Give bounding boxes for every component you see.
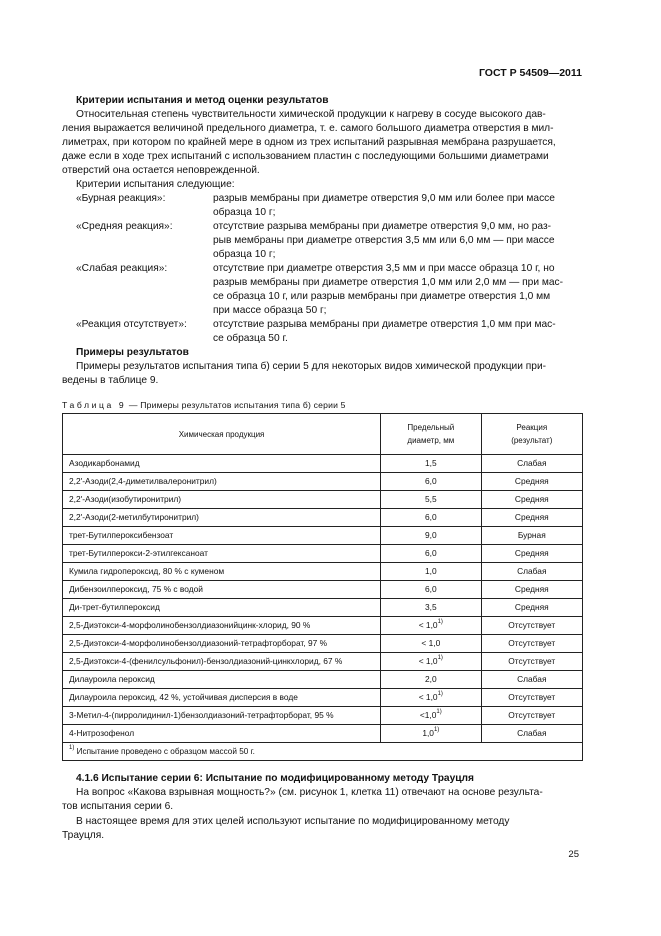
- paragraph-line: тов испытания серии 6.: [62, 801, 174, 812]
- document-standard-header: ГОСТ Р 54509—2011: [478, 67, 582, 79]
- paragraph-line: ведены в таблице 9.: [62, 375, 159, 386]
- cell-product: Азодикарбонамид: [63, 455, 381, 473]
- criterion-line: се образца 10 г, или разрыв мембраны при диаметре отверстия 1,0 мм: [213, 291, 551, 302]
- cell-diameter: [381, 509, 482, 527]
- cell-product: Дилауроила пероксид: [63, 671, 381, 689]
- paragraph-line: отверстий она остается неповрежденной.: [62, 165, 260, 176]
- criteria-section-title: Критерии испытания и метод оценки результатов: [76, 95, 329, 106]
- cell-diameter: [381, 725, 482, 743]
- cell-diameter: [381, 689, 482, 707]
- paragraph-line: Относительная степень чувствительности химической продукции к нагреву в сосуде высокого дав-: [76, 109, 546, 120]
- criterion-line: при массе образца 50 г;: [213, 305, 327, 316]
- column-header-diameter-line1: Предельный: [407, 423, 455, 432]
- table-row: [63, 725, 583, 743]
- cell-product: 2,2'-Азоди(2-метилбутиронитрил): [63, 509, 381, 527]
- cell-diameter-value: < 1,0: [418, 620, 438, 630]
- column-header-product: Химическая продукция: [63, 414, 381, 455]
- table-row: [63, 545, 583, 563]
- cell-diameter-value: 2,0: [424, 674, 437, 684]
- results-table: [62, 413, 583, 761]
- cell-result: Слабая: [481, 455, 582, 473]
- cell-result: Средняя: [481, 599, 582, 617]
- cell-product: 2,5-Диэтокси-4-морфолинобензолдиазоний-тетрафторборат, 97 %: [63, 635, 381, 653]
- column-header-diameter-line2: диаметр, мм: [407, 436, 455, 445]
- cell-result: Средняя: [481, 491, 582, 509]
- table-row: [63, 635, 583, 653]
- cell-diameter-value: < 1,0: [418, 692, 438, 702]
- cell-result: Средняя: [481, 509, 582, 527]
- cell-diameter-value: < 1,0: [421, 638, 441, 648]
- cell-product: 2,2'-Азоди(2,4-диметилвалеронитрил): [63, 473, 381, 491]
- table-row: [63, 527, 583, 545]
- cell-result: Слабая: [481, 563, 582, 581]
- cell-diameter-value: 6,0: [424, 512, 437, 522]
- cell-diameter: [381, 617, 482, 635]
- cell-result: Средняя: [481, 473, 582, 491]
- cell-diameter: [381, 563, 482, 581]
- table-caption: [62, 398, 346, 412]
- criteria-list: [76, 178, 582, 346]
- criterion-line: отсутствие разрыва мембраны при диаметре отверстия 9,0 мм, но раз-: [213, 221, 552, 232]
- series6-paragraph-2: [62, 815, 582, 843]
- criterion-term: «Реакция отсутствует»:: [76, 319, 187, 330]
- criterion-line: образца 10 г;: [213, 249, 276, 260]
- column-header-reaction: [481, 414, 582, 455]
- table-row: [63, 455, 583, 473]
- criterion-term: «Слабая реакция»:: [76, 263, 168, 274]
- cell-diameter: [381, 653, 482, 671]
- cell-diameter-value: 6,0: [424, 476, 437, 486]
- cell-product: 3-Метил-4-(пирролидинил-1)бензолдиазоний-тетрафторборат, 95 %: [63, 707, 381, 725]
- cell-result: Отсутствует: [481, 707, 582, 725]
- footnote-text: Испытание проведено с образцом массой 50 г.: [74, 747, 255, 756]
- cell-diameter: [381, 545, 482, 563]
- criterion-term: «Средняя реакция»:: [76, 221, 173, 232]
- cell-result: Отсутствует: [481, 617, 582, 635]
- table-row: [63, 707, 583, 725]
- examples-paragraph: [62, 360, 582, 388]
- cell-footnote-mark: 1): [437, 691, 443, 698]
- cell-footnote-mark: 1): [437, 619, 443, 626]
- cell-result: Бурная: [481, 527, 582, 545]
- cell-diameter: [381, 473, 482, 491]
- cell-footnote-mark: 1): [437, 655, 443, 662]
- cell-result: Средняя: [481, 581, 582, 599]
- cell-diameter: [381, 491, 482, 509]
- examples-section-title: Примеры результатов: [76, 347, 189, 358]
- page-number: 25: [568, 849, 579, 860]
- table-row: [63, 473, 583, 491]
- table-row: [63, 653, 583, 671]
- table-row: [63, 563, 583, 581]
- criterion-line: образца 10 г;: [213, 207, 276, 218]
- table-footnote-row: [63, 743, 583, 761]
- cell-diameter-value: 6,0: [424, 584, 437, 594]
- criteria-intro: Критерии испытания следующие:: [76, 179, 235, 190]
- criterion-medium: [76, 220, 582, 262]
- cell-product: Ди-трет-бутилпероксид: [63, 599, 381, 617]
- table-caption-text: — Примеры результатов испытания типа б) серии 5: [126, 400, 346, 410]
- table-row: [63, 581, 583, 599]
- footnote-mark: 1): [69, 745, 75, 752]
- criterion-line: отсутствие при диаметре отверстия 3,5 мм и при массе образца 10 г, но: [213, 263, 555, 274]
- series6-paragraph-1: [62, 786, 582, 814]
- cell-result: Слабая: [481, 725, 582, 743]
- cell-diameter: [381, 455, 482, 473]
- cell-product: 4-Нитрозофенол: [63, 725, 381, 743]
- criterion-line: разрыв мембраны при диаметре отверстия 1,0 мм или 2,0 мм — при мас-: [213, 277, 564, 288]
- cell-diameter-value: <1,0: [419, 710, 437, 720]
- paragraph-line: Трауцля.: [62, 830, 105, 841]
- paragraph-line: даже если в ходе трех испытаний с использованием пластин с последующими большими диаметрами: [62, 151, 549, 162]
- table-body: [63, 455, 583, 743]
- table-header-row: [63, 414, 583, 455]
- criterion-none: [76, 318, 582, 346]
- cell-diameter-value: 5,5: [424, 494, 437, 504]
- criterion-line: разрыв мембраны при диаметре отверстия 9,0 мм или более при массе: [213, 193, 555, 204]
- cell-diameter: [381, 581, 482, 599]
- cell-product: трет-Бутилперокси-2-этилгексаноат: [63, 545, 381, 563]
- cell-diameter: [381, 599, 482, 617]
- table-caption-prefix: Таблица 9: [62, 400, 127, 410]
- cell-product: трет-Бутилпероксибензоат: [63, 527, 381, 545]
- cell-product: Дилауроила пероксид, 42 %, устойчивая дисперсия в воде: [63, 689, 381, 707]
- criterion-line: се образца 50 г.: [213, 333, 288, 344]
- paragraph-line: ления выражается величиной предельного диаметра, т. е. самого большого диаметра отверстия в мил-: [62, 123, 554, 134]
- table-row: [63, 491, 583, 509]
- cell-diameter-value: 3,5: [424, 602, 437, 612]
- criterion-term: «Бурная реакция»:: [76, 193, 166, 204]
- criterion-violent: [76, 192, 582, 220]
- paragraph-line: Примеры результатов испытания типа б) серии 5 для некоторых видов химической продукции при-: [76, 361, 547, 372]
- cell-footnote-mark: 1): [433, 727, 440, 734]
- cell-diameter-value: 6,0: [424, 548, 437, 558]
- paragraph-line: лиметрах, при котором по крайней мере в одном из трех испытаний разрывная мембрана разрушается,: [62, 137, 556, 148]
- cell-diameter-value: 1,0: [422, 728, 434, 738]
- cell-result: Отсутствует: [481, 689, 582, 707]
- cell-result: Слабая: [481, 671, 582, 689]
- table-row: [63, 617, 583, 635]
- series6-section-title: 4.1.6 Испытание серии 6: Испытание по модифицированному методу Трауцля: [76, 773, 474, 784]
- cell-diameter-value: 1,0: [424, 566, 437, 576]
- column-header-diameter: [381, 414, 482, 455]
- cell-diameter-value: < 1,0: [418, 656, 438, 666]
- cell-diameter: [381, 527, 482, 545]
- criteria-paragraph: [62, 108, 582, 178]
- cell-diameter: [381, 671, 482, 689]
- criterion-weak: [76, 262, 582, 318]
- table-row: [63, 671, 583, 689]
- column-header-reaction-line2: (результат): [511, 436, 553, 445]
- cell-result: Отсутствует: [481, 635, 582, 653]
- cell-product: 2,5-Диэтокси-4-морфолинобензолдиазонийцинк-хлорид, 90 %: [63, 617, 381, 635]
- column-header-reaction-line1: Реакция: [516, 423, 548, 432]
- cell-footnote-mark: 1): [436, 709, 442, 716]
- table-footnote: [63, 743, 583, 761]
- cell-product: 2,2'-Азоди(изобутиронитрил): [63, 491, 381, 509]
- cell-product: 2,5-Диэтокси-4-(фенилсульфонил)-бензолдиазоний-цинкхлорид, 67 %: [63, 653, 381, 671]
- cell-product: Дибензоилпероксид, 75 % с водой: [63, 581, 381, 599]
- cell-product: Кумила гидропероксид, 80 % с куменом: [63, 563, 381, 581]
- table-row: [63, 509, 583, 527]
- cell-diameter: [381, 707, 482, 725]
- cell-diameter: [381, 635, 482, 653]
- paragraph-line: В настоящее время для этих целей используют испытание по модифицированному методу: [76, 816, 510, 827]
- cell-result: Средняя: [481, 545, 582, 563]
- criterion-line: отсутствие разрыва мембраны при диаметре отверстия 1,0 мм при мас-: [213, 319, 556, 330]
- paragraph-line: На вопрос «Какова взрывная мощность?» (см. рисунок 1, клетка 11) отвечают на основе результа-: [76, 787, 543, 798]
- cell-diameter-value: 9,0: [424, 530, 437, 540]
- cell-diameter-value: 1,5: [424, 458, 437, 468]
- table-row: [63, 689, 583, 707]
- cell-result: Отсутствует: [481, 653, 582, 671]
- criterion-line: рыв мембраны при диаметре отверстия 3,5 мм или 6,0 мм — при массе: [213, 235, 555, 246]
- table-row: [63, 599, 583, 617]
